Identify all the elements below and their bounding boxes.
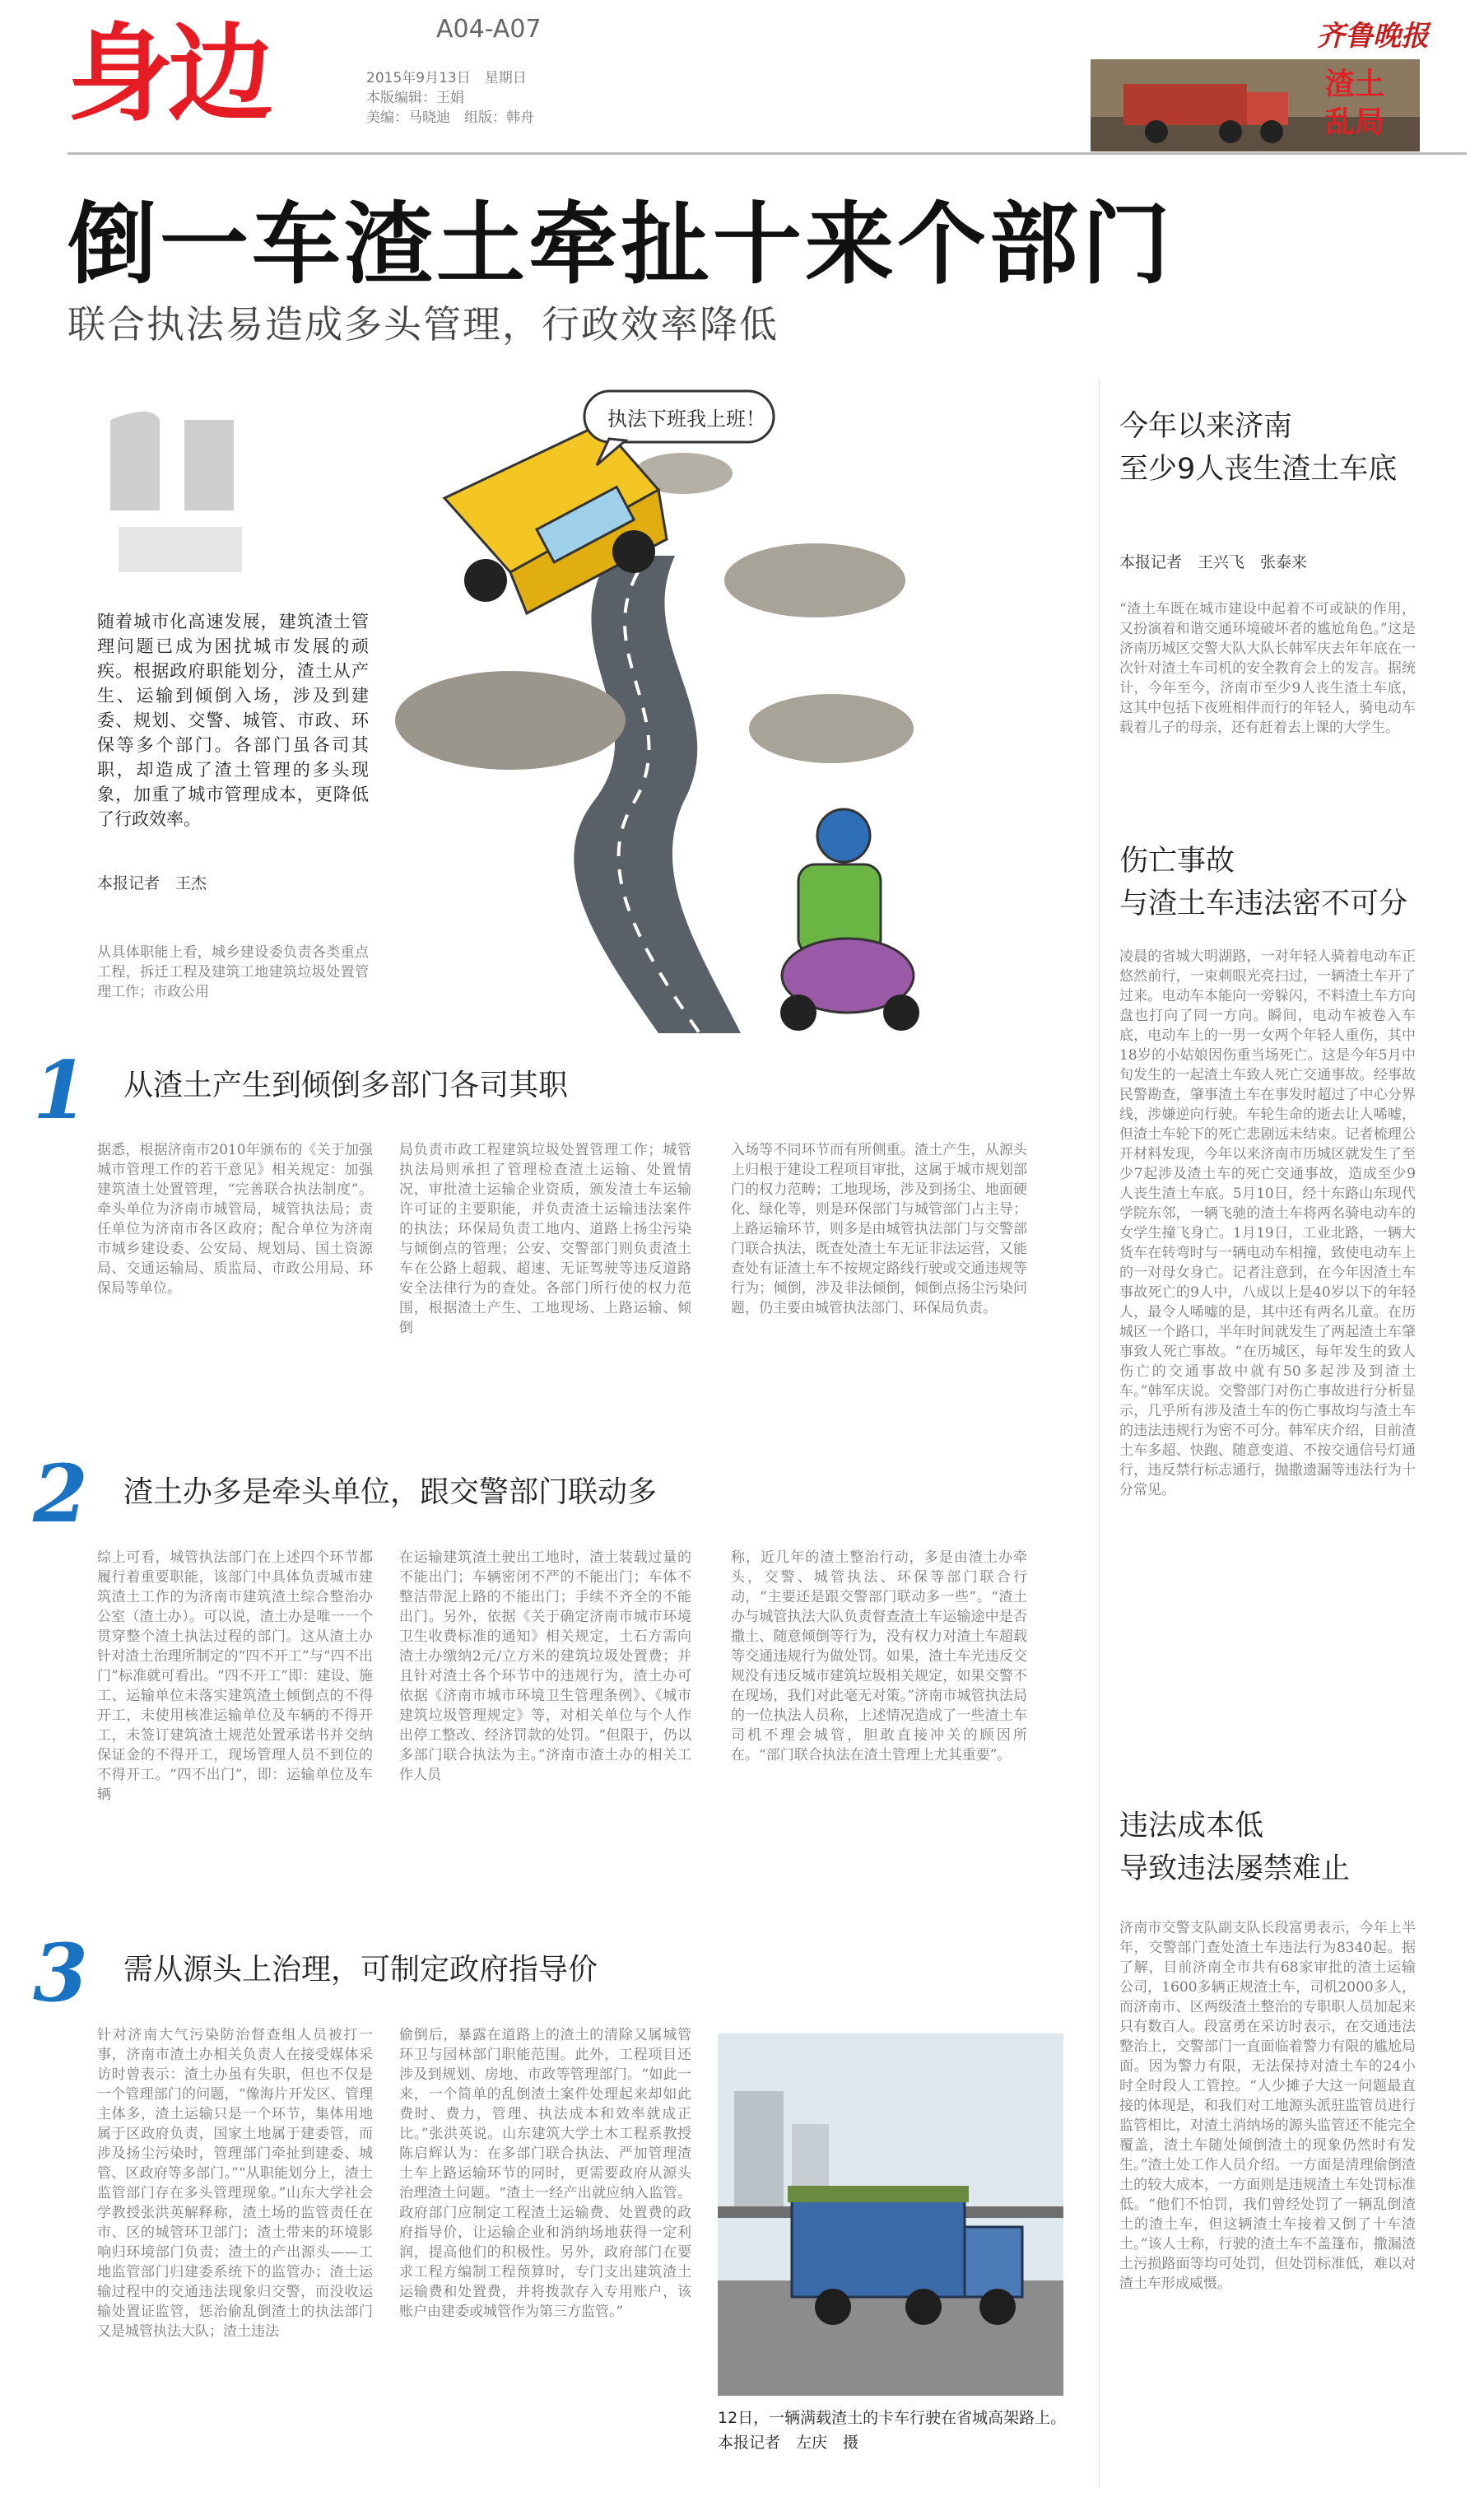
section-number: 2 (33, 1447, 88, 1540)
feature-title (1325, 66, 1384, 142)
sidebar-title (1119, 1805, 1350, 1890)
lead-byline: 本报记者 王杰 (97, 874, 207, 892)
newspaper-brand-logo: 齐鲁晚报 (1317, 20, 1429, 53)
feature-title-line2: 乱局 (1325, 105, 1385, 139)
sidebar-title-line1: 伤亡事故 (1119, 845, 1235, 878)
issue-date: 2015年9月13日 星期日 (366, 70, 527, 86)
dirt-pile-icon (724, 543, 905, 617)
photo-caption: 12日，一辆满载渣土的卡车行驶在省城高架路上。 本报记者 左庆 摄 (718, 2409, 1090, 2452)
sidebar-body: 济南市交警支队副支队长段富勇表示，今年上半年，交警部门查处渣土车违法行为8340起。据了解，目前济南全市共有68家审批的渣土运输公司，1600多辆正规渣土车，司机2000多人，而济南市、区两级渣土整治的专职职人员加起来只有数百人。段富勇在采访时表示，在交通违法整治上，交警部门一直面临着警力有限的尴尬局面。因为警力有限，无法保持对渣土车的24小时全时段人工管控。“人少摊子大这一问题最直接的体现是，和我们对工地源头派驻监管员进行监管相比，对渣土消纳场的源头监管还不能完全覆盖，渣土车随处倾倒渣土的现象仍然时有发生。”渣土处工作人员介绍。一方面是清理偷倒渣土的较大成本，一方面则是违规渣土车处罚标准低。“他们不怕罚，我们曾经处罚了一辆乱倒渣土的渣土车，但这辆渣土车接着又倒了十车渣土。”该人士称，行驶的渣土车不盖篷布，撒漏渣土污损路面等均可处罚，但处罚标准低，难以对渣土车形成威慑。 (1119, 1920, 1416, 2292)
article-column: 偷倒后，暴露在道路上的渣土的清除又属城管环卫与园林部门职能范围。此外，工程项目还涉及到规划、房地、市政等管理部门。“如此一来，一个简单的乱倒渣土案件处理起来却如此费时、费力，管理、执法成本和效率就成正比。”张洪英说。山东建筑大学土木工程系教授陈启辉认为：在多部门联合执法、严加管理渣土车上路运输环节的同时，更需要政府从源头治理渣土问题。“渣土一经产出就应纳入监管。政府部门应制定工程渣土运输费、处置费的政府指导价，让运输企业和消纳场地获得一定利润，提高他们的积极性。另外，政府部门在要求工程方编制工程预算时，专门支出建筑渣土运输费和处置费，并将拨款存入专用账户，该账户由建委或城管作为第三方监管。” (399, 2027, 691, 2320)
page-range: A04-A07 (436, 15, 542, 44)
section-number: 1 (33, 1044, 88, 1137)
dirt-pile-icon (749, 694, 914, 763)
sidebar-title-line1: 今年以来济南 (1119, 410, 1293, 443)
designer-credit: 美编：马晓迪 组版：韩舟 (366, 109, 534, 126)
news-photo (718, 2033, 1063, 2396)
editor-credit: 本版编辑：王娟 (366, 90, 464, 106)
sub-headline: 联合执法易造成多头管理，行政效率降低 (67, 302, 779, 347)
sidebar-title (1119, 405, 1397, 491)
quote-mark-icon (102, 403, 250, 576)
sidebar-byline: 本报记者 王兴飞 张泰来 (1119, 553, 1308, 571)
sidebar-title (1119, 840, 1407, 925)
feature-title-line1: 渣土 (1325, 68, 1385, 101)
article-column: 称，近几年的渣土整治行动，多是由渣土办牵头，交警、城管执法、环保等部门联合行动，“主要还是跟交警部门联动多一些”。“渣土办与城管执法大队负责督查渣土车运输途中是否撒土、随意倾倒等行为，没有权力对渣土车超载等交通违规行为做处罚。如果，渣土车光违反交规没有违反城市建筑垃圾相关规定，如果交警不在现场，我们对此毫无对策。”济南市城管执法局的一位执法人员称，上述情况造成了一些渣土车司机不理会城管，胆敢直接冲关的顾因所在。“部门联合执法在渣土管理上尤其重要”。 (731, 1549, 1027, 1763)
dirt-pile-icon (395, 671, 626, 770)
scooter-rider-icon (780, 809, 919, 1031)
main-headline: 倒一车渣土牵扯十来个部门 (67, 193, 1175, 296)
sidebar-title-line2: 至少9人丧生渣土车底 (1119, 453, 1398, 486)
lead-body-text: 从具体职能上看，城乡建设委负责各类重点工程，拆迁工程及建筑工地建筑垃圾处置管理工作；市政公用 (97, 944, 369, 1000)
section-logo (67, 18, 339, 123)
article-column: 据悉，根据济南市2010年颁布的《关于加强城市管理工作的若干意见》相关规定：加强建筑渣土处置管理，“完善联合执法制度”。牵头单位为济南市城管局，城管执法局；责任单位为济南市各区政府；配合单位为济南市城乡建设委、公安局、规划局、国土资源局、交通运输局、质监局、市政公用局、环保局等单位。 (97, 1142, 373, 1297)
section-title: 需从源头上治理，可制定政府指导价 (123, 1953, 598, 1987)
article-column: 针对济南大气污染防治督查组人员被打一事，济南市渣土办相关负责人在接受媒体采访时曾表示：渣土办虽有失职，但也不仅是一个管理部门的问题，“像海片开发区、管理主体多，渣土运输只是一个环节，集体用地属于区政府负责，国家土地属于建委管，而涉及扬尘污染时，管理部门牵扯到建委、城管、区政府等多部门。”“从职能划分上，渣土监管部门存在多头管理现象。”山东大学社会学教授张洪英解释称，渣土场的监管责任在市、区的城管环卫部门；渣土带来的环境影响归环境部门负责；渣土的产出源头——工地监管部门归建委系统下的监管办；渣土运输过程中的交通违法现象归交警，而没收运输处置证监管，惩治偷乱倒渣土的执法部门又是城管执法大队；渣土违法 (97, 2027, 373, 2340)
section-number: 3 (33, 1926, 88, 2020)
masthead-divider (67, 152, 1467, 155)
lead-paragraph: 随着城市化高速发展，建筑渣土管理问题已成为困扰城市发展的顽疾。根据政府职能划分，渣土从产生、运输到倾倒入场，涉及到建委、规划、交警、城管、市政、环保等多个部门。各部门虽各司其职，却造成了渣土管理的多头现象，加重了城市管理成本，更降低了行政效率。 (97, 612, 369, 829)
sidebar-title-line2: 导致违法屡禁难止 (1119, 1852, 1351, 1885)
article-column: 在运输建筑渣土驶出工地时，渣土装载过量的不能出门；车辆密闭不严的不能出门；车体不整洁带泥上路的不能出门；手续不齐全的不能出门。另外，依据《关于确定济南市城市环境卫生收费标准的通知》相关规定，土石方需向渣土办缴纳2元/立方米的建筑垃圾处置费；并且针对渣土各个环节中的违规行为，渣土办可依据《济南市城市环境卫生管理条例》、《城市建筑垃圾管理规定》等，对相关单位与个人作出停工整改、经济罚款的处罚。“但限于，仍以多部门联合执法为主。”济南市渣土办的相关工作人员 (399, 1549, 691, 1783)
sidebar-title-line2: 与渣土车违法密不可分 (1119, 887, 1408, 920)
sidebar-title-line1: 违法成本低 (1119, 1810, 1264, 1842)
sidebar-body: “渣土车既在城市建设中起着不可或缺的作用，又扮演着和谐交通环境破坏者的尴尬角色。”这是济南历城区交警大队大队长韩军庆去年年底在一次针对渣土车司机的安全教育会上的发言。据统计，今年至今，济南市至少9人丧生渣土车底，这其中包括下夜班相伴而行的年轻人，骑电动车载着儿子的母亲，还有赶着去上课的大学生。 (1119, 601, 1416, 736)
cartoon-illustration (387, 375, 979, 1041)
road-illustration (574, 556, 741, 1033)
section-title: 渣土办多是牵头单位，跟交警部门联动多 (123, 1475, 658, 1509)
article-column: 局负责市政工程建筑垃圾处置管理工作；城管执法局则承担了管理检查渣土运输、处置情况，审批渣土运输企业资质，颁发渣土车运输许可证的主要职能，并负责渣土运输违法案件的执法；环保局负责工地内、道路上扬尘污染与倾倒点的管理；公安、交警部门则负责渣土车在公路上超载、超速、无证驾驶等违反道路安全法律行为的查处。各部门所行使的权力范围，根据渣土产生、工地现场、上路运输、倾倒 (399, 1142, 691, 1336)
section-title: 从渣土产生到倾倒多部门各司其职 (123, 1069, 569, 1102)
article-column: 综上可看，城管执法部门在上述四个环节都履行着重要职能，该部门中具体负责城市建筑渣土工作的为济南市建筑渣土综合整治办公室（渣土办）。可以说，渣土办是唯一一个贯穿整个渣土执法过程的部门。这从渣土办针对渣土治理所制定的“四不开工”与“四不出门”标准就可看出。“四不开工”即：建设、施工、运输单位未落实建筑渣土倾倒点的不得开工，未使用核准运输单位及车辆的不得开工，未签订建筑渣土规范处置承诺书并交纳保证金的不得开工，现场管理人员不到位的不得开工。“四不出门”，即：运输单位及车辆 (97, 1549, 373, 1803)
sidebar-divider (1099, 379, 1100, 2486)
speech-bubble-text: 执法下班我上班！ (607, 408, 765, 431)
article-column: 入场等不同环节而有所侧重。渣土产生，从源头上归根于建设工程项目审批，这属于城市规划部门的权力范畴；工地现场，涉及到扬尘、地面硬化、绿化等，则是环保部门与城管部门占主导；上路运输环节，则多是由城管执法部门与交警部门联合执法，既查处渣土车无证非法运营，又能查处有证渣土车不按规定路线行驶或交通违规等行为；倾倒，涉及非法倾倒，倾倒点扬尘污染问题，仍主要由城管执法部门、环保局负责。 (731, 1142, 1027, 1316)
sidebar-body: 凌晨的省城大明湖路，一对年轻人骑着电动车正悠然前行，一束刺眼光亮扫过，一辆渣土车开了过来。电动车本能向一旁躲闪，不料渣土车方向盘也打向了同一方向。瞬间，电动车被卷入车底，电动车上的一男一女两个年轻人重伤，其中18岁的小姑娘因伤重当场死亡。这是今年5月中旬发生的一起渣土车致人死亡交通事故。经事故民警勘查，肇事渣土车在事发时超过了中心分界线，涉嫌逆向行驶。车轮生命的逝去让人唏嘘，但渣土车轮下的死亡悲剧远未结束。记者梳理公开材料发现，今年以来济南市历城区就发生了至少7起涉及渣土车的死亡交通事故，造成至少9人丧生渣土车底。5月10日，经十东路山东现代学院东邻，一辆飞驰的渣土车将两名骑电动车的女学生撞飞身亡。1月19日，工业北路，一辆大货车在转弯时与一辆电动车相撞，致使电动车上的一对母女身亡。记者注意到，在今年因渣土车事故死亡的9人中，八成以上是40岁以下的年轻人，最令人唏嘘的是，其中还有两名儿童。在历城区一个路口，半年时间就发生了两起渣土车肇事致人死亡事故。“在历城区，每年发生的致人伤亡的交通事故中就有50多起涉及到渣土车。”韩军庆说。交警部门对伤亡事故进行分析显示，几乎所有涉及渣土车的伤亡事故均与渣土车的违法违规行为密不可分。韩军庆介绍，目前渣土车多超、快跑、随意变道、不按交通信号灯通行，违反禁行标志通行，抛撒遗漏等违法行为十分常见。 (1119, 948, 1416, 1498)
section-logo-text: 身边 (67, 18, 269, 123)
